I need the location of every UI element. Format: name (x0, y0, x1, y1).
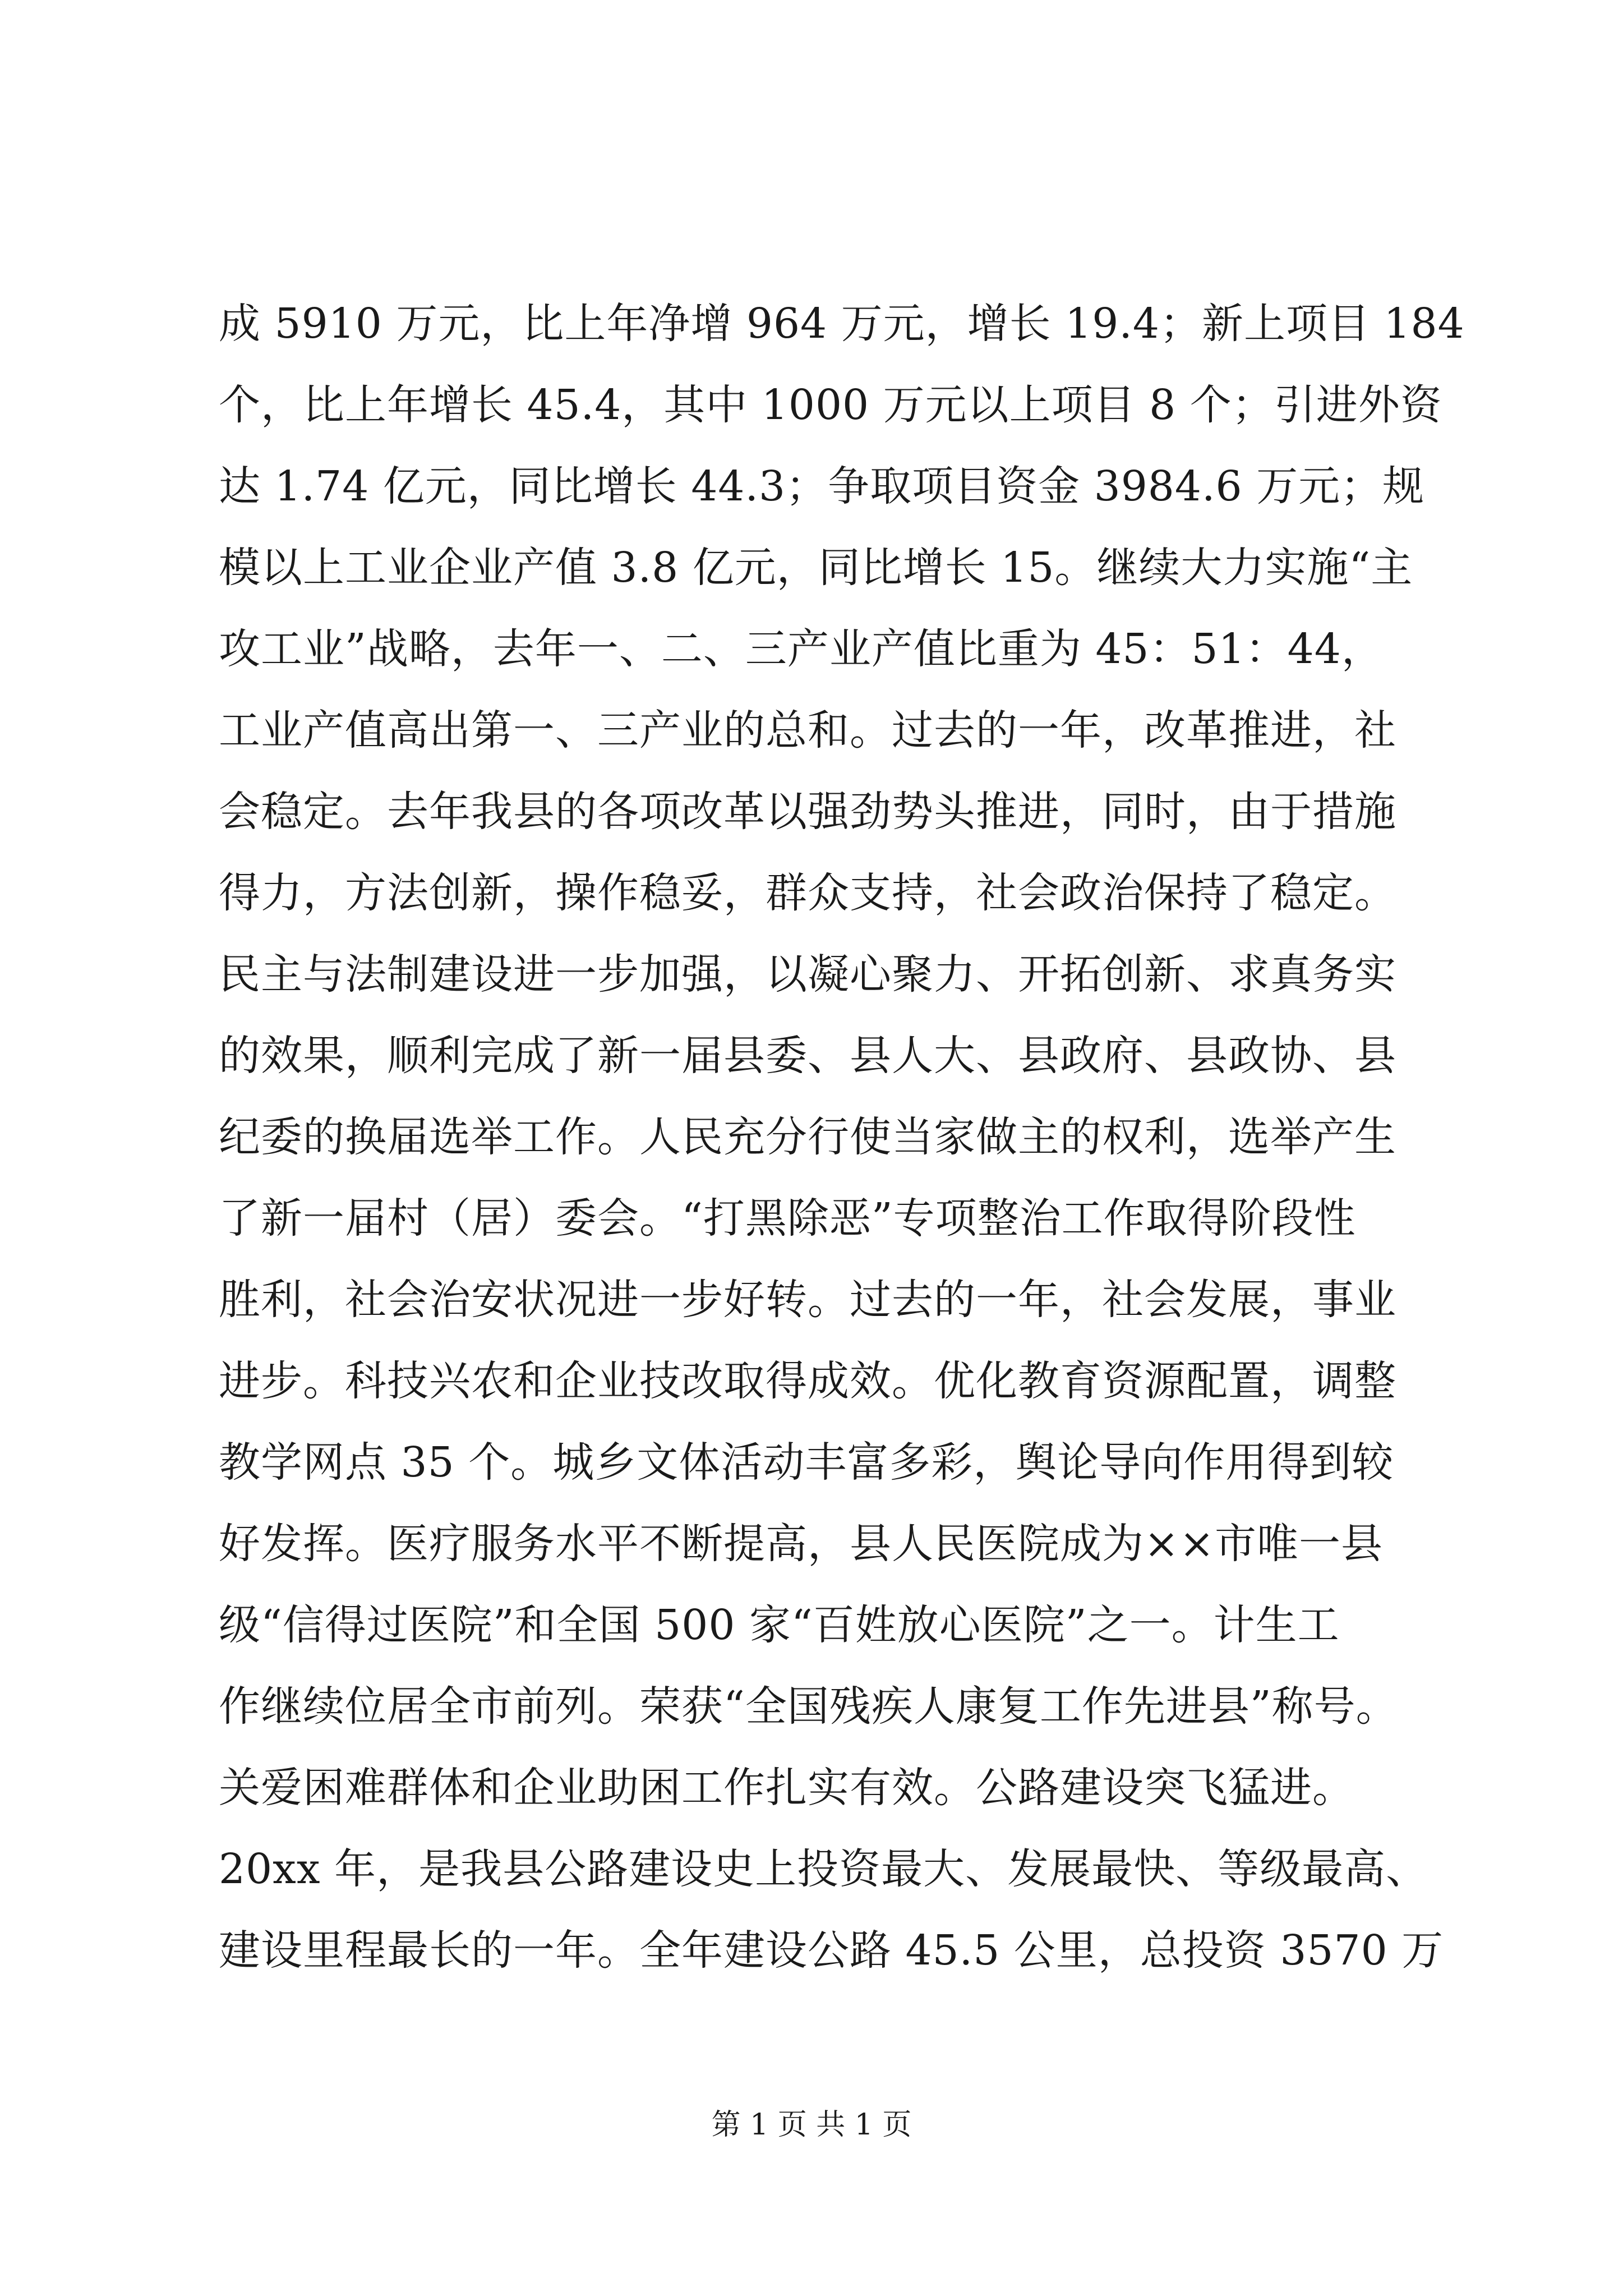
text-line: 作继续位居全市前列。荣获“全国残疾人康复工作先进县”称号。 (219, 1682, 1398, 1731)
text-line: 会稳定。去年我县的各项改革以强劲势头推进，同时，由于措施 (219, 788, 1396, 836)
text-line: 教学网点 35 个。城乡文体活动丰富多彩，舆论导向作用得到较 (219, 1438, 1394, 1487)
text-line: 20xx 年，是我县公路建设史上投资最大、发展最快、等级最高、 (219, 1845, 1428, 1893)
page-number-label: 第 1 页 共 1 页 (711, 2108, 912, 2142)
text-line: 纪委的换届选举工作。人民充分行使当家做主的权利，选举产生 (219, 1113, 1396, 1161)
text-line: 个，比上年增长 45.4，其中 1000 万元以上项目 8 个；引进外资 (219, 381, 1442, 429)
text-line: 级“信得过医院”和全国 500 家“百姓放心医院”之一。计生工 (219, 1601, 1340, 1649)
text-line: 建设里程最长的一年。全年建设公路 45.5 公里，总投资 3570 万 (219, 1926, 1444, 1975)
text-line: 关爱困难群体和企业助困工作扎实有效。公路建设突飞猛进。 (219, 1764, 1354, 1812)
text-line: 攻工业”战略，去年一、二、三产业产值比重为 45：51：44， (219, 625, 1384, 673)
text-line: 了新一届村（居）委会。“打黑除恶”专项整治工作取得阶段性 (219, 1194, 1356, 1243)
text-line: 工业产值高出第一、三产业的总和。过去的一年，改革推进，社 (219, 706, 1396, 754)
page-footer (0, 2101, 1623, 2143)
text-line: 得力，方法创新，操作稳妥，群众支持，社会政治保持了稳定。 (219, 869, 1396, 917)
text-line: 好发挥。医疗服务水平不断提高，县人民医院成为××市唯一县 (219, 1520, 1384, 1568)
text-line: 民主与法制建设进一步加强，以凝心聚力、开拓创新、求真务实 (219, 950, 1396, 999)
text-line: 进步。科技兴农和企业技改取得成效。优化教育资源配置，调整 (219, 1357, 1396, 1405)
body-text (219, 283, 1465, 1991)
text-line: 胜利，社会治安状况进一步好转。过去的一年，社会发展，事业 (219, 1276, 1396, 1324)
text-line: 模以上工业企业产值 3.8 亿元，同比增长 15。继续大力实施“主 (219, 544, 1413, 592)
text-line: 成 5910 万元，比上年净增 964 万元，增长 19.4；新上项目 184 (219, 300, 1465, 348)
text-line: 达 1.74 亿元，同比增长 44.3；争取项目资金 3984.6 万元；规 (219, 462, 1425, 510)
text-line: 的效果，顺利完成了新一届县委、县人大、县政府、县政协、县 (219, 1032, 1396, 1080)
